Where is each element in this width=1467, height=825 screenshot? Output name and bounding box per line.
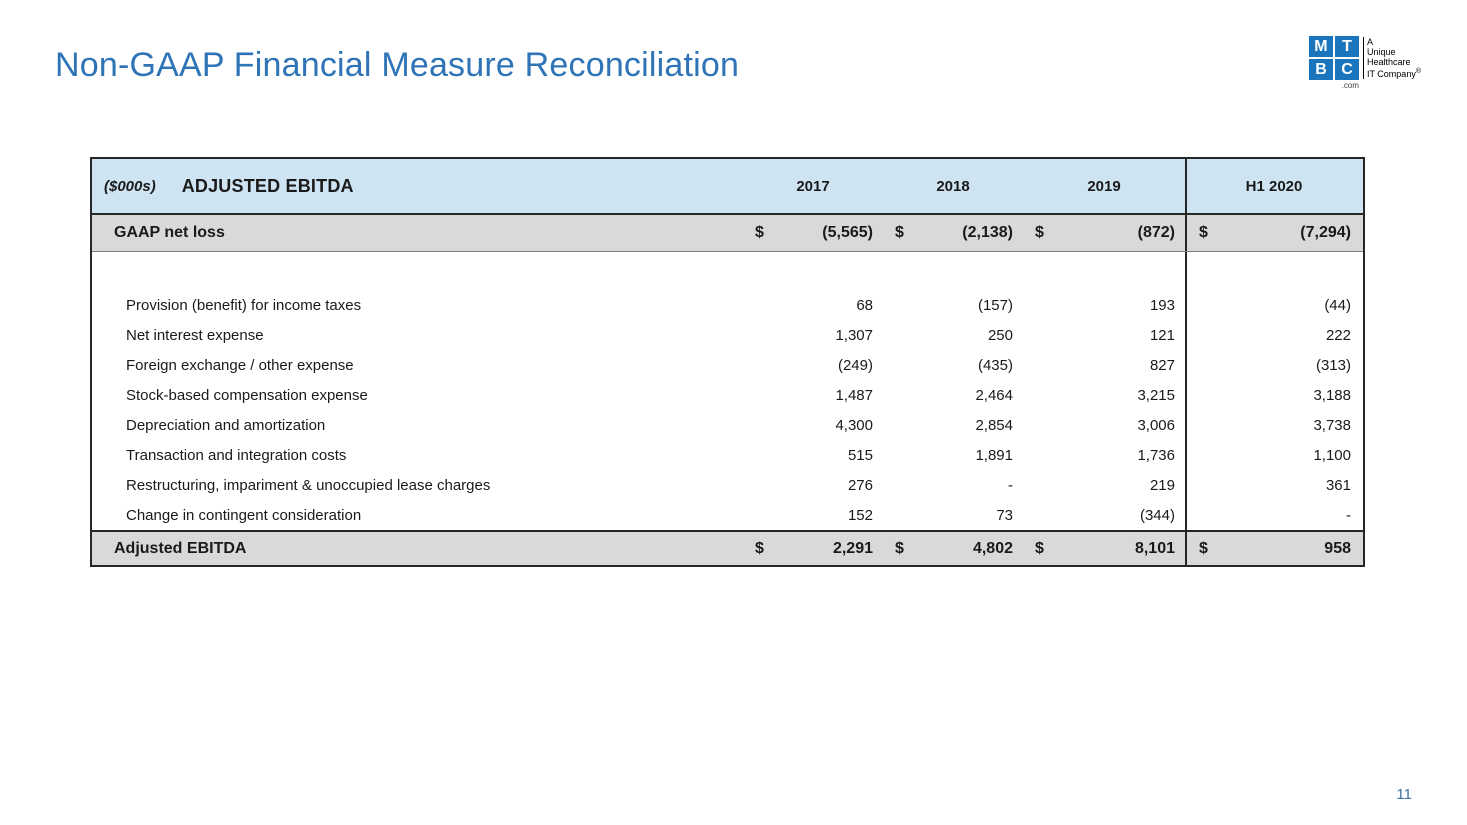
row-value-2018 <box>883 470 1023 500</box>
column-header-2017: 2017 <box>796 177 830 195</box>
tagline-line: Unique <box>1366 47 1396 57</box>
row-label: Adjusted EBITDA <box>114 539 247 557</box>
row-value-2019 <box>1023 350 1185 380</box>
value-number: 2,291 <box>832 539 873 557</box>
currency-symbol: $ <box>755 224 764 241</box>
value-number: 73 <box>996 506 1013 524</box>
company-logo <box>1309 36 1421 90</box>
row-value-2018 <box>883 440 1023 470</box>
table-header-row <box>92 159 1363 215</box>
value-number: 1,736 <box>1137 446 1175 464</box>
row-label <box>92 252 743 290</box>
row-label: Foreign exchange / other expense <box>126 356 354 374</box>
row-value-H1 2020 <box>1185 532 1361 565</box>
logo-domain-suffix: .com <box>1341 81 1359 90</box>
value-number: (344) <box>1139 506 1175 524</box>
currency-symbol: $ <box>1035 224 1044 241</box>
row-label: Net interest expense <box>126 326 264 344</box>
value-number: (44) <box>1324 296 1351 314</box>
table-row <box>92 440 1363 470</box>
currency-symbol: $ <box>755 539 764 557</box>
adjusted-ebitda-table <box>90 157 1365 567</box>
column-header-h1-2020: H1 2020 <box>1185 159 1361 213</box>
table-body <box>92 215 1363 565</box>
row-value-2019 <box>1023 252 1185 290</box>
table-row <box>92 500 1363 530</box>
table-title: ADJUSTED EBITDA <box>181 175 354 196</box>
row-value-2017 <box>743 470 883 500</box>
row-label: Change in contingent consideration <box>126 506 362 524</box>
registered-mark: ® <box>1415 68 1421 75</box>
row-value-2019 <box>1023 380 1185 410</box>
tagline-text: IT Company <box>1366 69 1416 79</box>
table-row <box>92 252 1363 290</box>
row-value-H1 2020 <box>1185 290 1361 320</box>
value-number: 68 <box>856 296 873 314</box>
row-label: Provision (benefit) for income taxes <box>126 296 362 314</box>
row-value-2019 <box>1023 470 1185 500</box>
row-value-2019 <box>1023 500 1185 530</box>
slide-title: Non-GAAP Financial Measure Reconciliation <box>55 46 740 84</box>
row-value-H1 2020 <box>1185 470 1361 500</box>
table-row <box>92 290 1363 320</box>
value-number: (435) <box>977 356 1013 374</box>
logo-tagline <box>1363 37 1421 79</box>
value-number: 219 <box>1149 476 1175 494</box>
row-value-2019 <box>1023 290 1185 320</box>
value-number: 3,188 <box>1313 386 1351 404</box>
row-value-2017 <box>743 320 883 350</box>
tagline-line: A <box>1366 37 1373 47</box>
value-number: 2,464 <box>975 386 1013 404</box>
row-value-H1 2020 <box>1185 500 1361 530</box>
value-number: 4,802 <box>972 539 1013 557</box>
value-number: 8,101 <box>1134 539 1175 557</box>
currency-symbol: $ <box>895 224 904 241</box>
page-number: 11 <box>1396 786 1412 803</box>
value-number: 222 <box>1325 326 1351 344</box>
value-number: 1,100 <box>1313 446 1351 464</box>
row-value-2019 <box>1023 215 1185 251</box>
table-row <box>92 320 1363 350</box>
row-value-2018 <box>883 290 1023 320</box>
unit-label: ($000s) <box>104 177 156 195</box>
row-value-2017 <box>743 350 883 380</box>
column-header-2018: 2018 <box>936 177 970 195</box>
logo-letter-c: C <box>1335 59 1359 80</box>
row-value-2019 <box>1023 410 1185 440</box>
value-number: (249) <box>837 356 873 374</box>
value-number: - <box>1346 506 1351 524</box>
row-value-H1 2020 <box>1185 252 1361 290</box>
logo-letter-m: M <box>1309 36 1333 57</box>
value-number: (157) <box>977 296 1013 314</box>
value-number: (5,565) <box>822 224 873 241</box>
value-number: 827 <box>1149 356 1175 374</box>
value-number: 2,854 <box>975 416 1013 434</box>
value-number: 515 <box>847 446 873 464</box>
value-number: (313) <box>1315 356 1351 374</box>
row-value-2017 <box>743 380 883 410</box>
currency-symbol: $ <box>1199 539 1208 557</box>
value-number: 3,738 <box>1313 416 1351 434</box>
row-value-2017 <box>743 410 883 440</box>
value-number: 958 <box>1324 539 1351 557</box>
table-row <box>92 215 1363 252</box>
currency-symbol: $ <box>1199 224 1208 241</box>
row-value-H1 2020 <box>1185 410 1361 440</box>
row-value-2019 <box>1023 440 1185 470</box>
row-value-2019 <box>1023 320 1185 350</box>
value-number: 1,487 <box>835 386 873 404</box>
row-value-2018 <box>883 252 1023 290</box>
value-number: (7,294) <box>1300 224 1351 241</box>
row-value-2017 <box>743 252 883 290</box>
row-value-H1 2020 <box>1185 215 1361 251</box>
value-number: (872) <box>1137 224 1175 241</box>
row-label: Transaction and integration costs <box>126 446 347 464</box>
currency-symbol: $ <box>1035 539 1044 557</box>
row-value-H1 2020 <box>1185 380 1361 410</box>
row-value-2018 <box>883 410 1023 440</box>
table-row <box>92 350 1363 380</box>
value-number: 152 <box>847 506 873 524</box>
tagline-line <box>1367 67 1421 79</box>
row-value-2017 <box>743 290 883 320</box>
row-value-2018 <box>883 380 1023 410</box>
row-value-2017 <box>743 440 883 470</box>
value-number: 276 <box>847 476 873 494</box>
logo-tiles <box>1309 36 1359 80</box>
logo-letter-t: T <box>1335 36 1359 57</box>
row-value-2019 <box>1023 532 1185 565</box>
value-number: 1,307 <box>835 326 873 344</box>
value-number: 121 <box>1149 326 1175 344</box>
value-number: 3,215 <box>1137 386 1175 404</box>
currency-symbol: $ <box>895 539 904 557</box>
table-header-label-cell <box>92 159 743 213</box>
value-number: 193 <box>1149 296 1175 314</box>
value-number: (2,138) <box>962 224 1013 241</box>
table-row <box>92 470 1363 500</box>
row-value-2018 <box>883 215 1023 251</box>
row-value-H1 2020 <box>1185 350 1361 380</box>
value-number: 250 <box>987 326 1013 344</box>
row-label: Stock-based compensation expense <box>126 386 368 404</box>
table-row <box>92 410 1363 440</box>
tagline-line: Healthcare <box>1366 57 1411 67</box>
table-row <box>92 380 1363 410</box>
value-number: 361 <box>1325 476 1351 494</box>
row-value-2017 <box>743 532 883 565</box>
column-header-2019: 2019 <box>1087 177 1121 195</box>
row-value-2018 <box>883 532 1023 565</box>
row-value-2018 <box>883 320 1023 350</box>
logo-letter-b: B <box>1309 59 1333 80</box>
row-label: Depreciation and amortization <box>126 416 326 434</box>
table-row <box>92 530 1363 565</box>
logo-mark <box>1309 36 1359 90</box>
row-value-H1 2020 <box>1185 320 1361 350</box>
row-label: Restructuring, impariment & unoccupied lease charges <box>126 476 491 494</box>
value-number: 1,891 <box>975 446 1013 464</box>
value-number: 4,300 <box>835 416 873 434</box>
value-number: 3,006 <box>1137 416 1175 434</box>
row-value-2017 <box>743 500 883 530</box>
value-number: - <box>1008 476 1013 494</box>
row-value-2018 <box>883 350 1023 380</box>
row-value-H1 2020 <box>1185 440 1361 470</box>
row-label: GAAP net loss <box>114 224 225 241</box>
row-value-2017 <box>743 215 883 251</box>
row-value-2018 <box>883 500 1023 530</box>
